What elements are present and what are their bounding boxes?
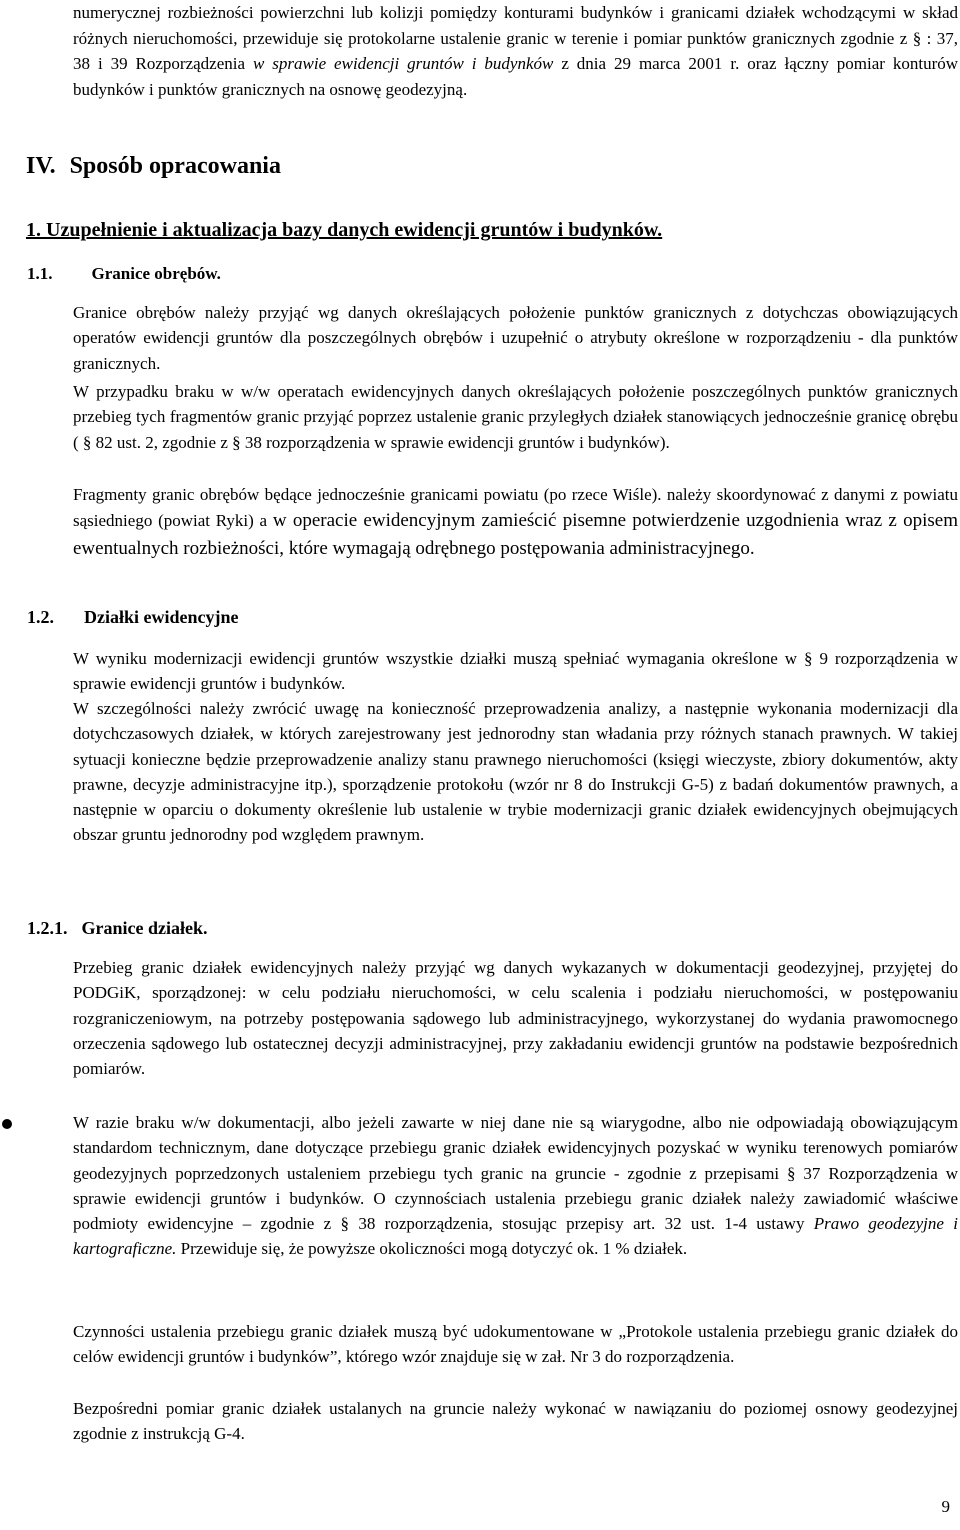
intro-paragraph: [73, 0, 958, 102]
heading-number: 1.2.1.: [27, 918, 68, 938]
heading-1: 1. Uzupełnienie i aktualizacja bazy danych ewidencji gruntów i budynków.: [26, 219, 663, 241]
intro-text-1: numerycznej rozbieżności powierzchni lub kolizji pomiędzy konturami budynków i granicami działek wchodzącymi w skład różnych nieruchomości, przewiduje się protokolarne ustalenie granic w terenie i pomiar punktów granicznych zgodnie z § : 37, 38 i 39 Rozporządzenia: [73, 3, 958, 73]
paragraph-brak-text-italic: Prawo geodezyjne i kartograficzne.: [73, 1214, 958, 1259]
intro-text-italic: w sprawie ewidencji gruntów i budynków: [253, 54, 554, 73]
paragraph-szczegolnosci: W szczególności należy zwrócić uwagę na konieczność przeprowadzenia analizy, a następnie wykonania modernizacji dla dotychczasowych działek, w których zarejestrowany jest jednorodny stan władania przy różnych stanach prawnych. W takiej sytuacji konieczne będzie przeprowadzenie analizy stanu prawnego nieruchomości (księgi wieczyste, zbiory dokumentów, akty prawne, decyzje administracyjne itp.), sporządzenie protokołu (wzór nr 8 do Instrukcji G-5) z badań dokumentów prawnych, a następnie w oparciu o dokumenty określenie lub ustalenie w trybie modernizacji granic działek ewidencyjnych obejmujących obszar gruntu jednorodny pod względem prawnym.: [73, 699, 958, 845]
paragraph-fragmenty-text-1: Fragmenty granic obrębów będące jednocześnie granicami powiatu (po rzece Wiśle). należy skoordynować z danymi z powiatu sąsiedniego (powiat Ryki) a: [73, 485, 958, 531]
paragraph-modernizacja: W wyniku modernizacji ewidencji gruntów wszystkie działki muszą spełniać wymagania określone w § 9 rozporządzenia w sprawie ewidencji gruntów i budynków.: [73, 649, 958, 694]
bullet-icon: [2, 1119, 12, 1129]
heading-title: Granice obrębów.: [91, 264, 221, 283]
heading-title: Granice działek.: [81, 918, 208, 938]
paragraph-fragmenty-granic: [73, 482, 958, 562]
paragraph-brak-text-3: Przewiduje się, że powyższe okoliczności mogą dotyczyć ok. 1 % działek.: [176, 1239, 688, 1259]
heading-1-2: [27, 607, 239, 628]
page-number: 9: [941, 1497, 950, 1516]
heading-number: 1.2.: [27, 607, 54, 627]
paragraph-czynnosci-ustalenia: Czynności ustalenia przebiegu granic działek muszą być udokumentowane w „Protokole ustalenia przebiegu granic działek do celów ewidencji gruntów i budynków”, którego wzór znajduje się w zał. Nr 3 do rozporządzenia.: [73, 1322, 958, 1367]
paragraph-granice-obrebow: Granice obrębów należy przyjąć wg danych określających położenie punktów granicznych z dotychczas obowiązujących operatów ewidencji gruntów dla poszczególnych obrębów i uzupełnić o atrybuty określone w rozporządzeniu - dla punktów granicznych.: [73, 303, 958, 373]
paragraph-brak-dokumentacji: [73, 1110, 958, 1262]
heading-title: Działki ewidencyjne: [84, 607, 239, 627]
heading-1-1: [27, 264, 221, 284]
paragraph-fragmenty-text-2: w operacie ewidencyjnym zamieścić pisemne potwierdzenie uzgodnienia wraz z opisem ewentualnych rozbieżności, które wymagają odrębnego postępowania administracyjnego.: [73, 510, 958, 559]
intro-text-3: z dnia 29 marca 2001 r. oraz łączny pomiar konturów budynków i punktów granicznych na osnowę geodezyjną.: [73, 54, 959, 99]
heading-1-2-1: [27, 918, 207, 939]
section-heading-iv: [26, 153, 281, 180]
paragraph-brak-danych: W przypadku braku w w/w operatach ewidencyjnych danych określających położenie poszczególnych punktów granicznych przebieg tych fragmentów granic przyjąć poprzez ustalenie granic przyległych działek stanowiących jednocześnie granicę obrębu ( § 82 ust. 2, zgodnie z § 38 rozporządzenia w sprawie ewidencji gruntów i budynków).: [73, 382, 958, 452]
heading-number: 1.1.: [27, 264, 53, 283]
paragraph-przebieg-granic: Przebieg granic działek ewidencyjnych należy przyjąć wg danych wykazanych w dokumentacji geodezyjnej, przyjętej do PODGiK, sporządzonej: w celu podziału nieruchomości, w celu scalenia i podziału nieruchomości, w postępowaniu rozgraniczeniowym, na potrzeby postępowania sądowego lub administracyjnego, wykorzystanej do wydania prawomocnego orzeczenia sądowego lub ostatecznej decyzji administracyjnej, przy zakładaniu ewidencji gruntów na podstawie bezpośrednich pomiarów.: [73, 958, 958, 1079]
paragraph-bezposredni-pomiar: Bezpośredni pomiar granic działek ustalanych na gruncie należy wykonać w nawiązaniu do poziomej osnowy geodezyjnej zgodnie z instrukcją G-4.: [73, 1399, 958, 1444]
paragraph-brak-text-1: W razie braku w/w dokumentacji, albo jeżeli zawarte w niej dane nie są wiarygodne, albo nie odpowiadają obowiązującym standardom technicznym, dane dotyczące przebiegu granic działek ewidencyjnych pozyskać w wyniku terenowych pomiarów geodezyjnych poprzedzonych ustaleniem przebiegu tych granic na gruncie - zgodnie z przepisami § 37 Rozporządzenia w sprawie ewidencji gruntów i budynków. O czynnościach ustalenia przebiegu granic działek należy zawiadomić właściwe podmioty ewidencyjne – zgodnie z § 38 rozporządzenia, stosując przepisy art. 32 ust. 1-4 ustawy: [73, 1113, 958, 1234]
section-number: IV.: [26, 153, 56, 179]
section-title: Sposób opracowania: [69, 153, 281, 179]
